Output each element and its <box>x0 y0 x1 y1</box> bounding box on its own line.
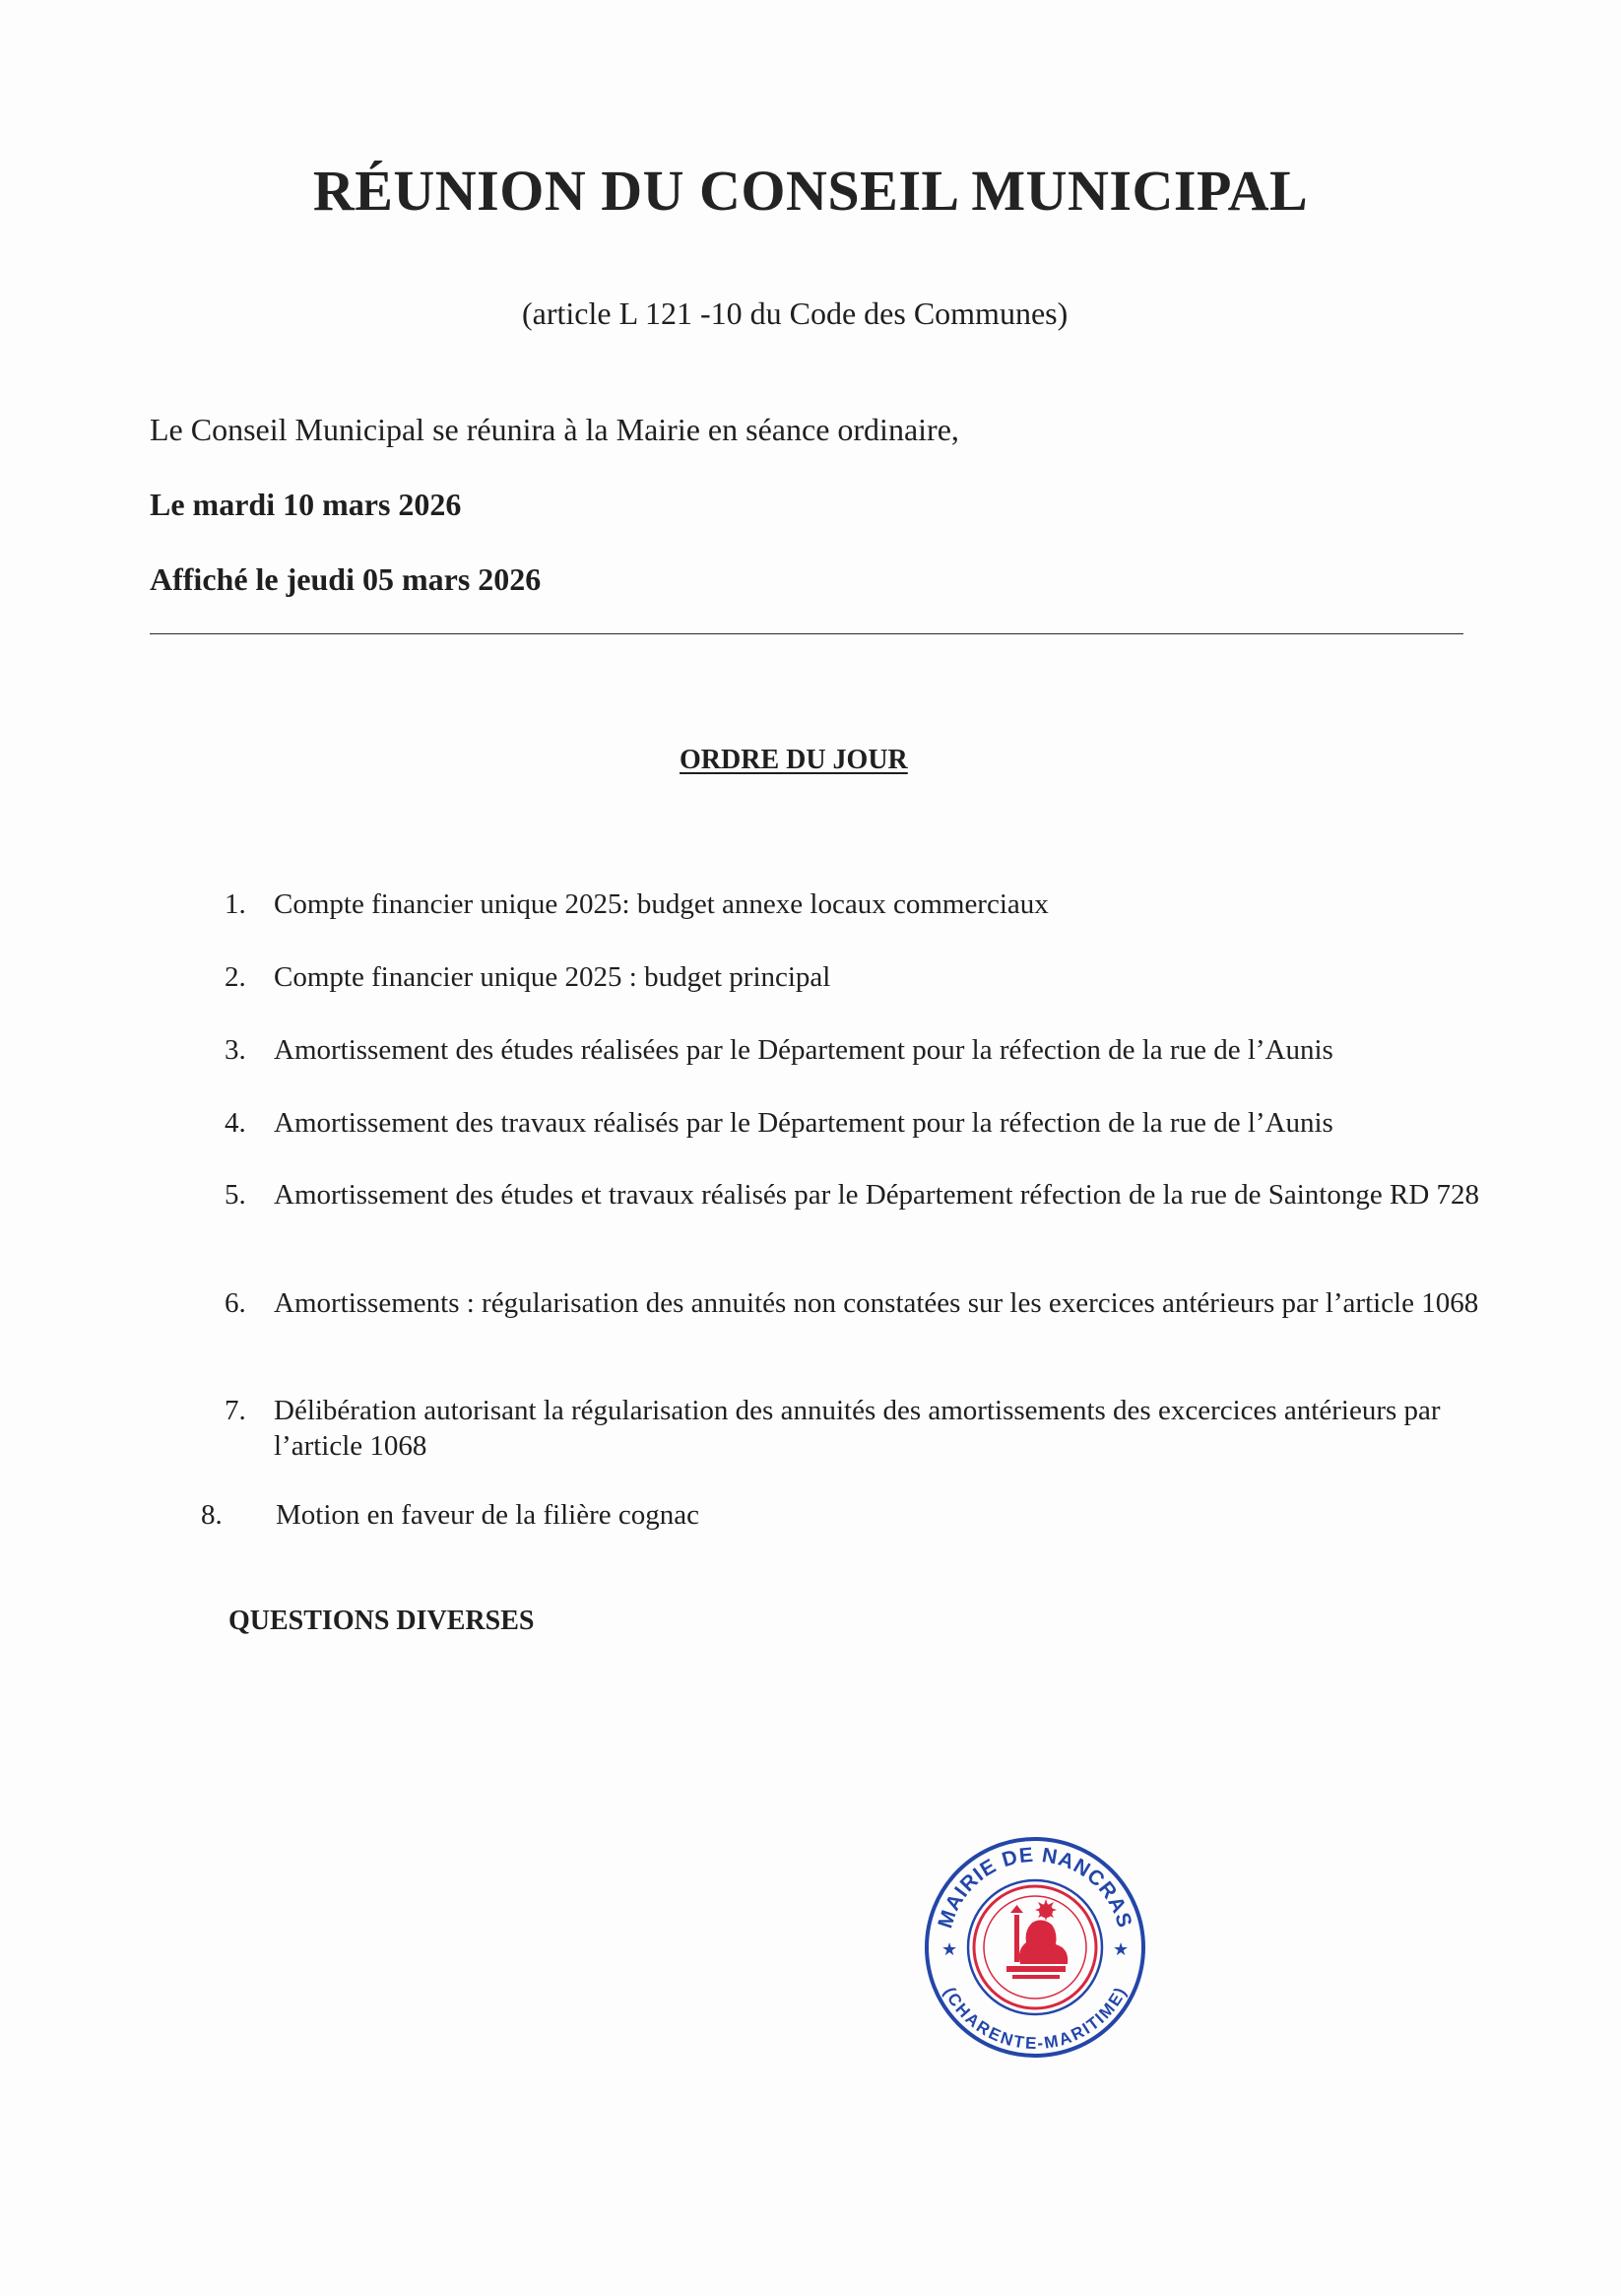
agenda-item-number: 4. <box>225 1107 246 1139</box>
agenda-item-number: 6. <box>225 1287 246 1319</box>
agenda-item-text: Amortissement des études et travaux réalisés par le Département réfection de la rue de Saintonge RD 728 <box>274 1179 1480 1211</box>
intro-text: Le Conseil Municipal se réunira à la Mairie en séance ordinaire, <box>150 412 959 447</box>
town-hall-seal <box>922 1834 1148 2061</box>
marianne-emblem-icon <box>1006 1899 1068 1979</box>
agenda-heading: ORDRE DU JOUR <box>680 745 908 775</box>
agenda-item-number: 8. <box>201 1499 223 1531</box>
agenda-item-text: Motion en faveur de la filière cognac <box>276 1499 699 1531</box>
agenda-item-number: 3. <box>225 1034 246 1066</box>
posted-date: Affiché le jeudi 05 mars 2026 <box>150 561 542 597</box>
agenda-item-text: Compte financier unique 2025 : budget principal <box>274 961 831 993</box>
agenda-item-text: Délibération autorisant la régularisation des annuités des amortissements des excercices antérieurs par l’article 1068 <box>274 1395 1441 1462</box>
legal-reference: (article L 121 -10 du Code des Communes) <box>522 295 1069 331</box>
meeting-date: Le mardi 10 mars 2026 <box>150 487 462 522</box>
agenda-item-number: 7. <box>225 1395 246 1426</box>
seal-top-text: MAIRIE DE NANCRAS <box>934 1843 1136 1932</box>
agenda-item-text: Amortissement des travaux réalisés par le Département pour la réfection de la rue de l’Aunis <box>274 1107 1333 1139</box>
agenda-item-text: Compte financier unique 2025: budget annexe locaux commerciaux <box>274 888 1049 920</box>
agenda-item-number: 5. <box>225 1179 246 1211</box>
star-icon: ★ <box>1113 1939 1130 1959</box>
seal-bottom-text: (CHARENTE-MARITIME) <box>940 1984 1131 2054</box>
agenda-item-text: Amortissement des études réalisées par le Département pour la réfection de la rue de l’Aunis <box>274 1034 1333 1066</box>
questions-heading: QUESTIONS DIVERSES <box>228 1606 535 1636</box>
agenda-item-number: 2. <box>225 961 246 993</box>
agenda-item-text: Amortissements : régularisation des annuités non constatées sur les exercices antérieurs par l’article 1068 <box>274 1287 1479 1319</box>
page-title: RÉUNION DU CONSEIL MUNICIPAL <box>312 159 1309 223</box>
divider-line <box>150 633 1463 634</box>
star-icon: ★ <box>941 1939 958 1959</box>
agenda-item-number: 1. <box>225 888 246 920</box>
